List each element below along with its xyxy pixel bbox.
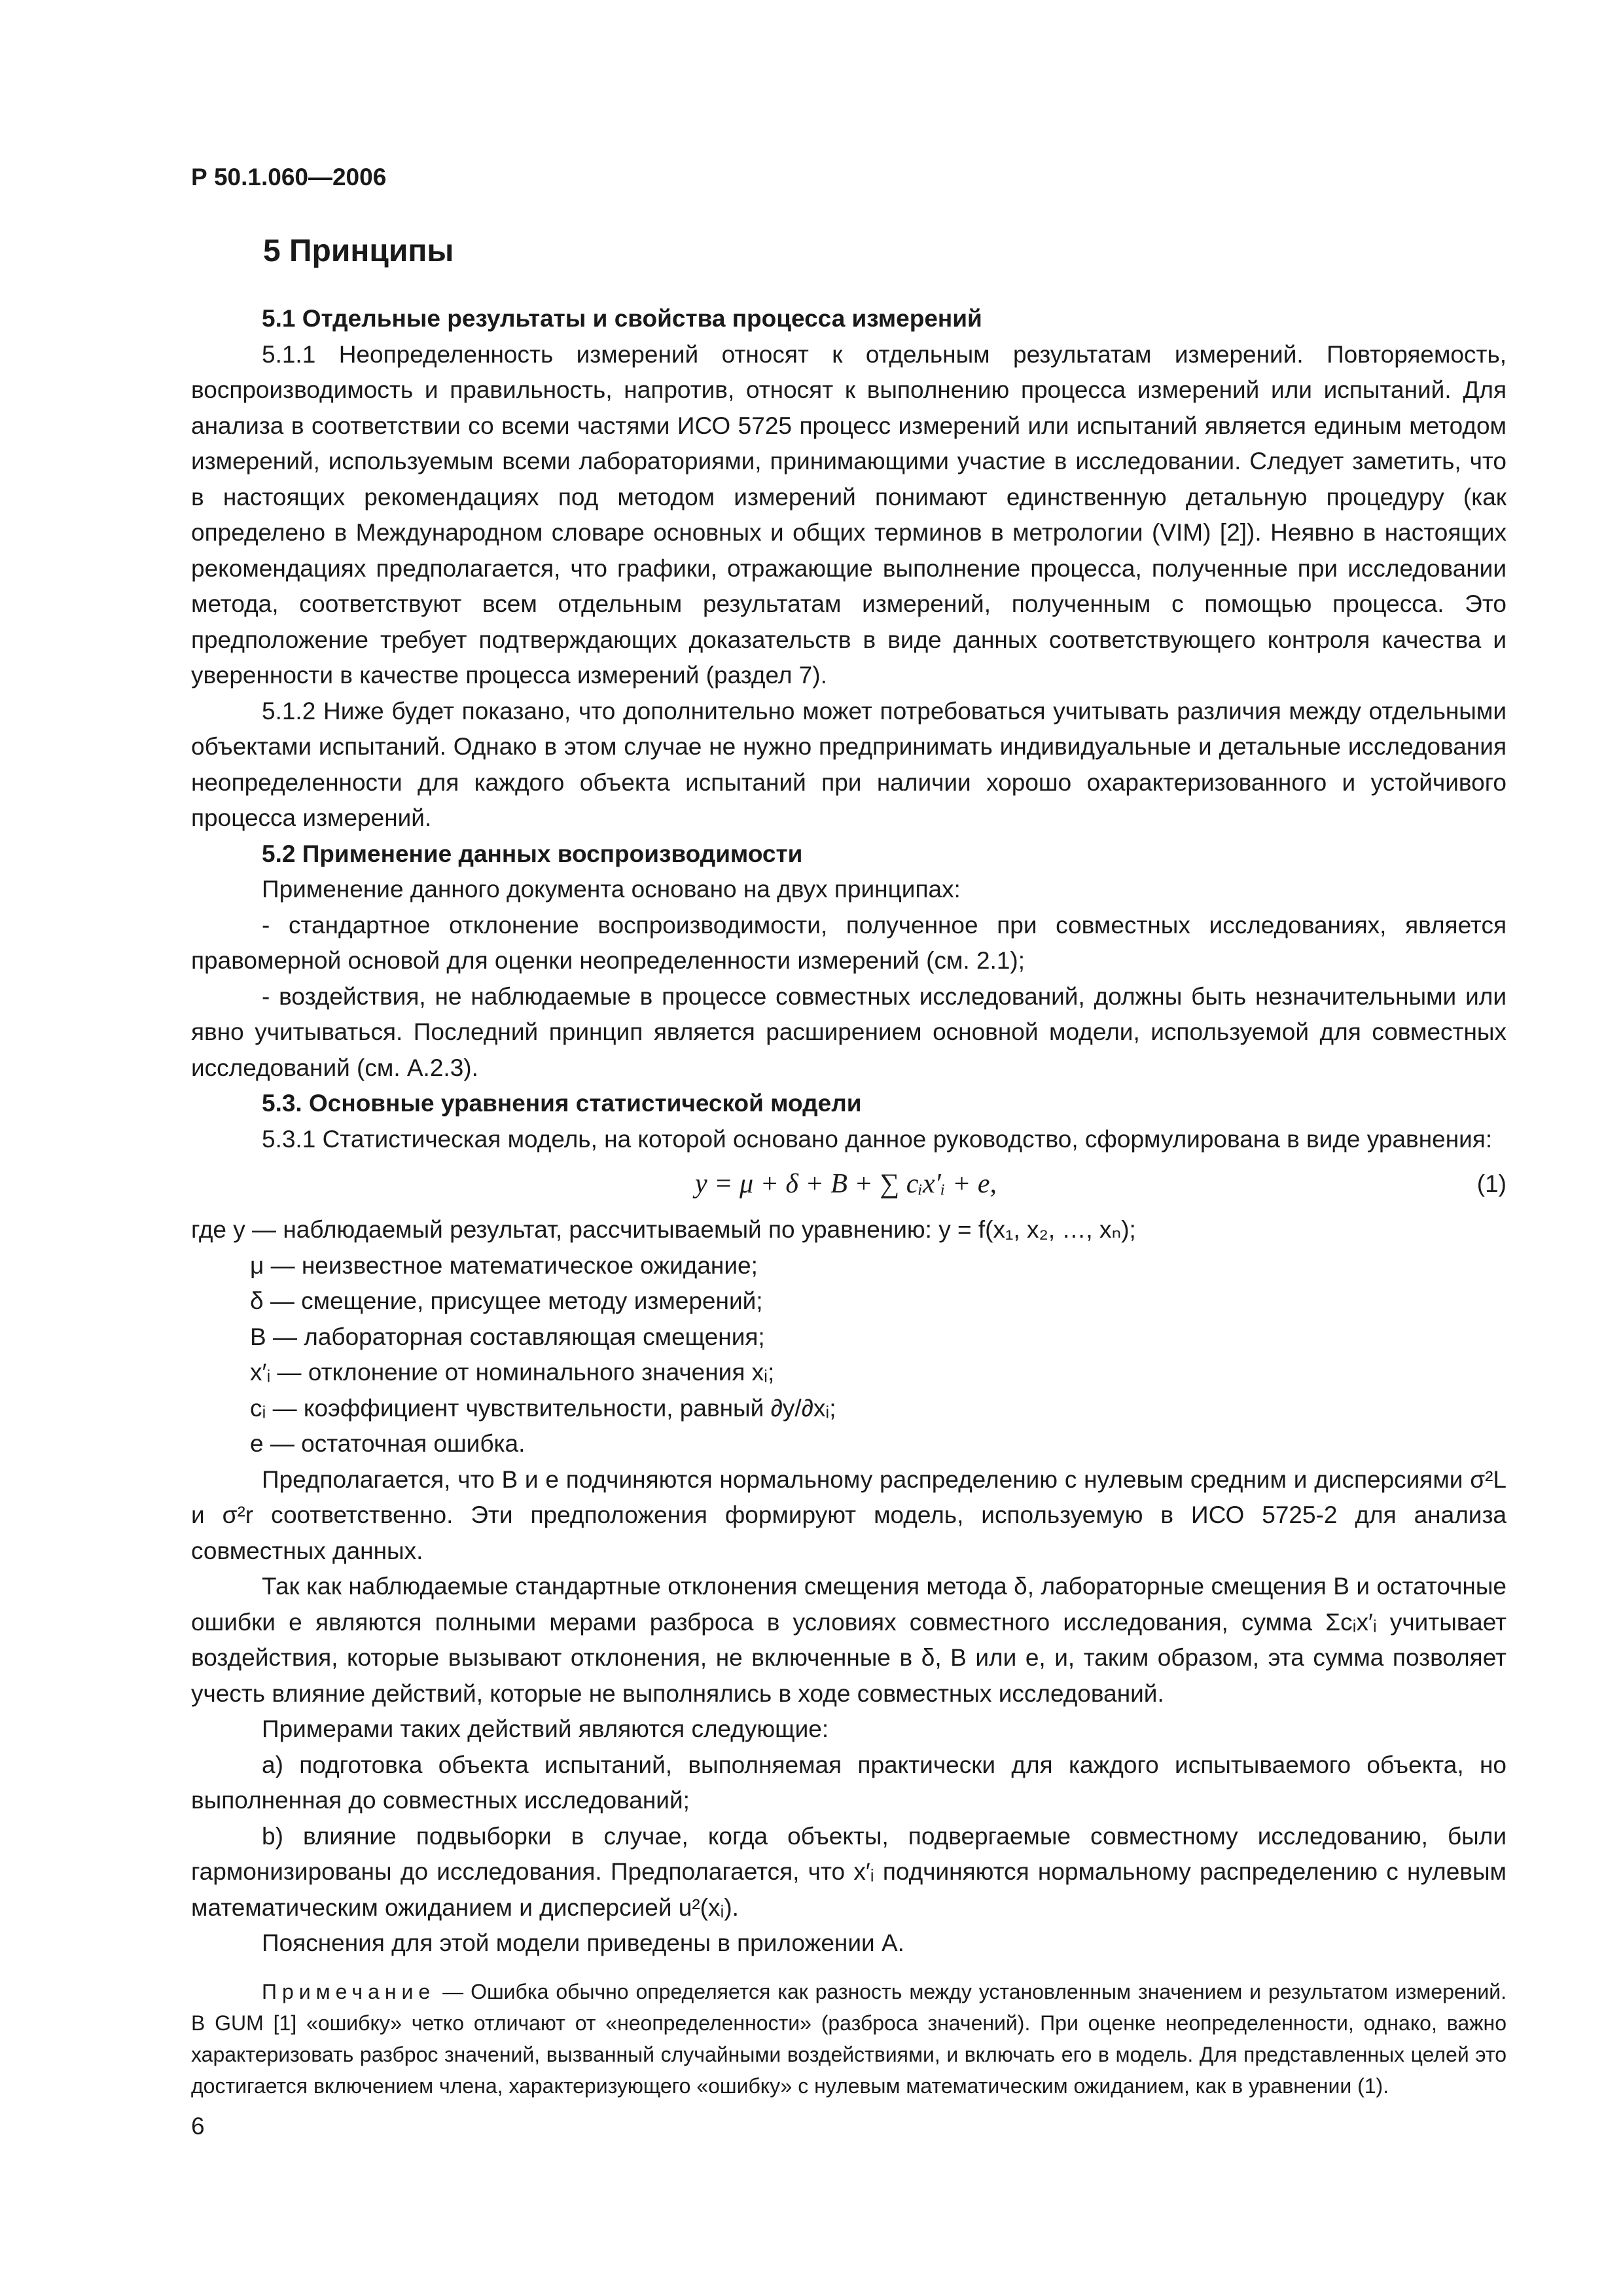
paragraph-assumption: Предполагается, что B и e подчиняются нормальному распределению с нулевым средним и дисперсиями σ²L и σ²r соответственно. Эти предположения формируют модель, используемую в ИСО 5725-2 для анализа совместных данных. [191,1465,1507,1564]
paragraph-5-1-1: 5.1.1 Неопределенность измерений относят к отдельным результатам измерений. Повторяемость, воспроизводимость и правильность, напротив, относят к выполнению процесса измерений или испытаний. Для анализа в соответствии со всеми частями ИСО 5725 процесс измерений или испытаний является единым методом измерений, используемым всеми лабораториями, принимающими участие в исследовании. Следует заметить, что в настоящих рекомендациях под методом измерений понимают единственную детальную процедуру (как определено в Международном словаре основных и общих терминов в метрологии (VIM) [2]). Неявно в настоящих рекомендациях предполагается, что графики, отражающие выполнение процесса, полученные при исследовании метода, соответствуют всем отдельным результатам измерений, полученным с помощью процесса. Это предположение требует подтверждающих доказательств в виде данных соответствующего контроля качества и уверенности в качестве процесса измерений (раздел 7). [191,340,1507,689]
paragraph-5-3-1: 5.3.1 Статистическая модель, на которой основано данное руководство, сформулирована в виде уравнения: [262,1125,1493,1153]
principle-b: - воздействия, не наблюдаемые в процессе совместных исследований, должны быть незначительными или явно учитываться. Последний принцип является расширением основной модели, используемой для совместных исследований (см. А.2.3). [191,982,1507,1081]
note [191,1976,1507,2102]
equation-1 [191,1166,1507,1207]
paragraph-5-1-2: 5.1.2 Ниже будет показано, что дополнительно может потребоваться учитывать различия между отдельными объектами испытаний. Однако в этом случае не нужно предпринимать индивидуальные и детальные исследования неопределенности для каждого объекта испытаний при наличии хорошо охарактеризованного и устойчивого процесса измерений. [191,697,1507,831]
where-b: B — лабораторная составляющая смещения; [250,1323,765,1350]
paragraph-explanation: Пояснения для этой модели приведены в приложении А. [262,1929,904,1956]
paragraph-since: Так как наблюдаемые стандартные отклонения смещения метода δ, лабораторные смещения B и остаточные ошибки e являются полными мерами разброса в условиях совместного исследования, сумма Σcᵢx′ᵢ учитывает воздействия, которые вызывают отклонения, не включенные в δ, B или e, и, таким образом, эта сумма позволяет учесть влияние действий, которые не выполнялись в ходе совместных исследований. [191,1573,1507,1707]
where-e: e — остаточная ошибка. [250,1430,526,1457]
page [191,0,1507,2296]
where-delta: δ — смещение, присущее методу измерений; [250,1287,763,1314]
body-text [191,301,1507,2102]
page-number: 6 [191,2113,205,2140]
section-title: 5 Принципы [263,234,454,268]
example-b: b) влияние подвыборки в случае, когда объекты, подвергаемые совместному исследованию, были гармонизированы до исследования. Предполагается, что x′ᵢ подчиняются нормальному распределению с нулевым математическим ожиданием и дисперсией u²(xᵢ). [191,1822,1507,1921]
where-x: x′ᵢ — отклонение от номинального значения xᵢ; [250,1359,775,1386]
where-c: cᵢ — коэффициент чувствительности, равный ∂y/∂xᵢ; [250,1394,836,1422]
note-label: Примечание [262,1979,436,2003]
paragraph-examples: Примерами таких действий являются следующие: [262,1715,829,1742]
document-code: Р 50.1.060—2006 [191,164,387,190]
note-text: — Ошибка обычно определяется как разность между установленным значением и результатом измерений. В GUM [1] «ошибку» четко отличают от «неопределенности» (разброса значений). При оценке неопределенности, однако, важно характеризовать разброс значений, вызванный случайными воздействиями, и включать его в модель. Для представленных целей это достигается включением члена, характеризующего «ошибку» с нулевым математическим ожиданием, как в уравнении (1). [191,1979,1507,2098]
example-a: a) подготовка объекта испытаний, выполняемая практически для каждого испытываемого объекта, но выполненная до совместных исследований; [191,1751,1507,1814]
where-mu: μ — неизвестное математическое ожидание; [250,1251,758,1279]
principle-a: - стандартное отклонение воспроизводимости, полученное при совместных исследованиях, является правомерной основой для оценки неопределенности измерений (см. 2.1); [191,911,1507,974]
equation-number: (1) [1476,1170,1507,1197]
heading-5-1: 5.1 Отдельные результаты и свойства процесса измерений [262,305,982,332]
where-y: где y — наблюдаемый результат, рассчитываемый по уравнению: y = f(x₁, x₂, …, xₙ); [191,1216,1136,1243]
equation-expression: y = μ + δ + B + ∑ cᵢx′ᵢ + e, [695,1169,997,1199]
heading-5-3: 5.3. Основные уравнения статистической модели [262,1090,862,1117]
heading-5-2: 5.2 Применение данных воспроизводимости [262,840,803,867]
paragraph-5-2: Применение данного документа основано на двух принципах: [262,876,961,903]
